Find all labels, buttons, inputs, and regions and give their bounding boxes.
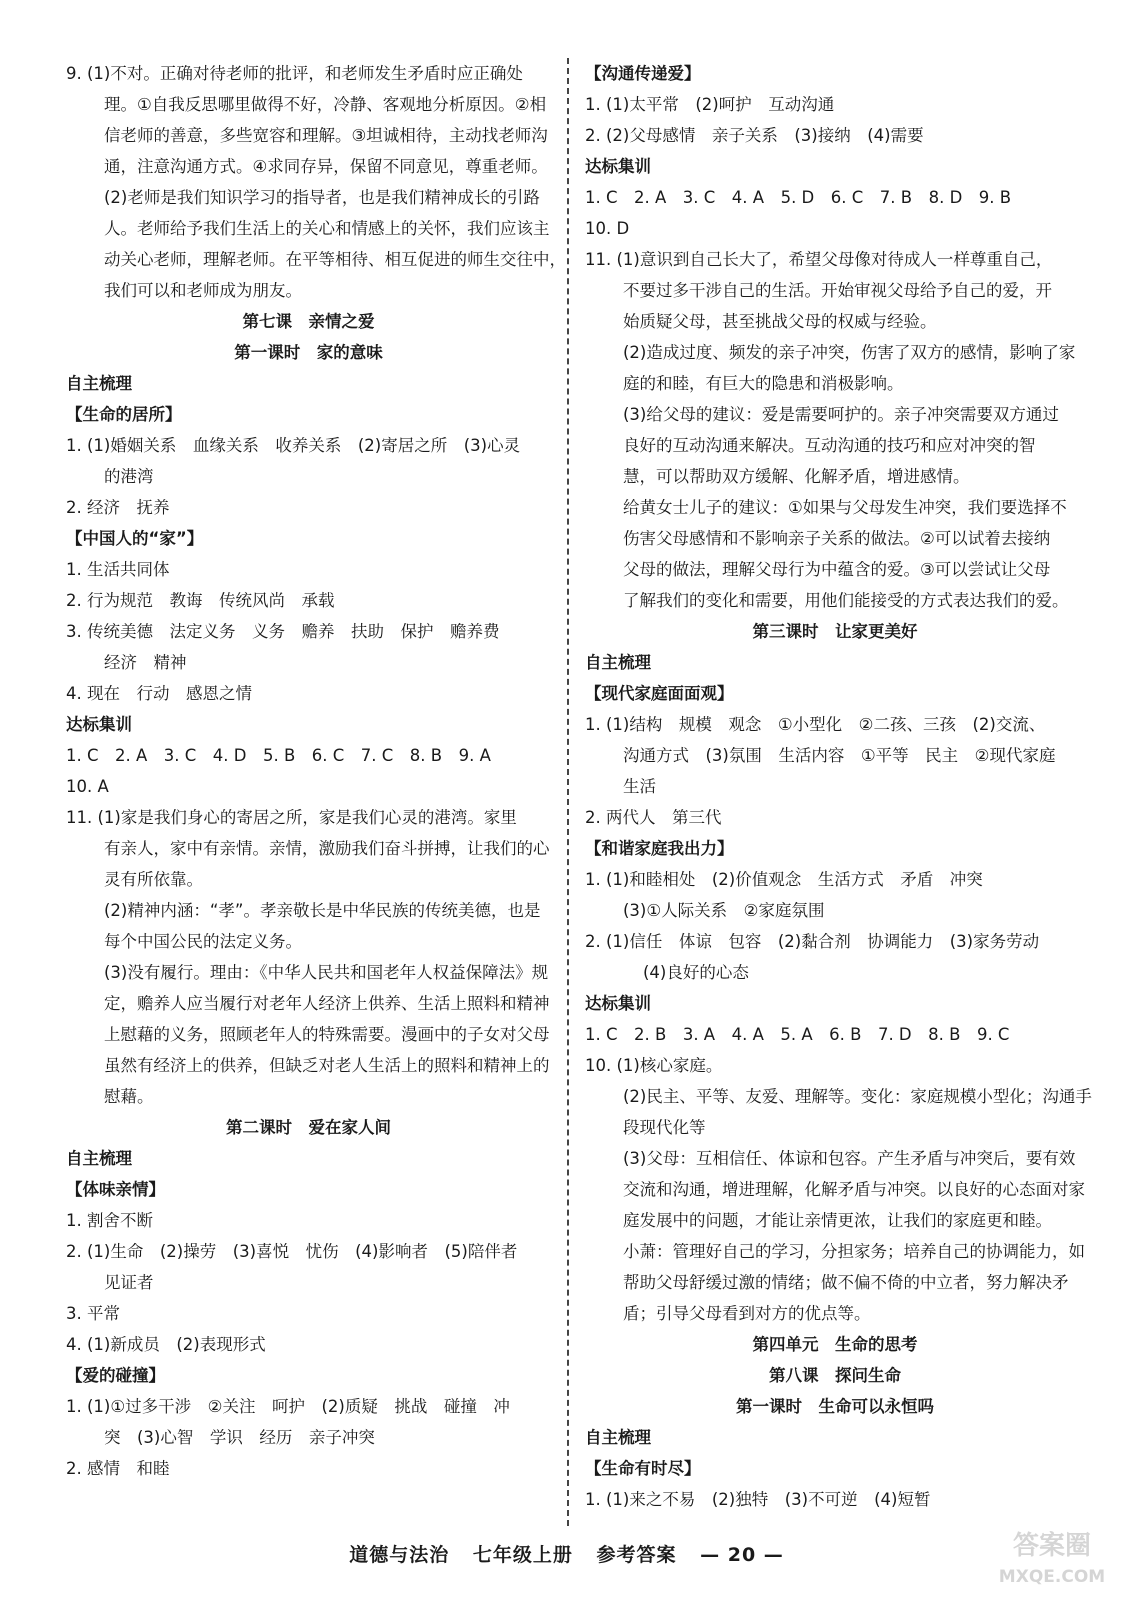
answer-line: 庭的和睦，有巨大的隐患和消极影响。	[623, 374, 904, 393]
section-heading: 自主梳理	[66, 374, 132, 393]
answer-line: 1. 生活共同体	[66, 560, 170, 579]
answer-line: 10. (1)核心家庭。	[585, 1056, 723, 1075]
footer-subject: 道德与法治	[349, 1544, 450, 1566]
answer-line: 9. (1)不对。正确对待老师的批评，和老师发生矛盾时应正确处	[66, 64, 523, 83]
section-heading: 【现代家庭面面观】	[585, 684, 734, 703]
answer-line: 人。老师给予我们生活上的关心和情感上的关怀，我们应该主	[104, 219, 550, 238]
answer-line: (2)造成过度、频发的亲子冲突，伤害了双方的感情，影响了家	[623, 343, 1076, 362]
answer-line: 2. (1)生命 (2)操劳 (3)喜悦 忧伤 (4)影响者 (5)陪伴者	[66, 1242, 518, 1261]
answer-line: 每个中国公民的法定义务。	[104, 932, 302, 951]
answer-line: 信老师的善意，多些宽容和理解。③坦诚相待，主动找老师沟	[104, 126, 548, 145]
answer-line: 父母的做法，理解父母行为中蕴含的爱。③可以尝试让父母	[623, 560, 1051, 579]
answer-line: 慧，可以帮助双方缓解、化解矛盾，增进感情。	[623, 467, 970, 486]
answer-line: 1. (1)婚姻关系 血缘关系 收养关系 (2)寄居之所 (3)心灵	[66, 436, 521, 455]
answer-line: 1. (1)①过多干涉 ②关注 呵护 (2)质疑 挑战 碰撞 冲	[66, 1397, 510, 1416]
answer-line: 3. 平常	[66, 1304, 120, 1323]
page-footer	[0, 1540, 1133, 1567]
answer-line: 10. A	[66, 777, 109, 796]
section-heading: 自主梳理	[585, 1428, 651, 1447]
section-title: 第一课时 家的意味	[234, 343, 383, 362]
answer-line: 1. (1)来之不易 (2)独特 (3)不可逆 (4)短暂	[585, 1490, 931, 1509]
section-heading: 【中国人的“家”】	[66, 529, 204, 548]
answer-line: 11. (1)家是我们身心的寄居之所，家是我们心灵的港湾。家里	[66, 808, 517, 827]
answer-line: 1. 割舍不断	[66, 1211, 153, 1230]
answer-line: 2. 经济 抚养	[66, 498, 170, 517]
footer-grade: 七年级上册	[472, 1544, 573, 1566]
answer-line: 帮助父母舒缓过激的情绪；做不偏不倚的中立者，努力解决矛	[623, 1273, 1069, 1292]
answer-line: 1. (1)和睦相处 (2)价值观念 生活方式 矛盾 冲突	[585, 870, 983, 889]
answer-line: 1. C 2. B 3. A 4. A 5. A 6. B 7. D 8. B 9. C	[585, 1025, 1010, 1044]
section-heading: 【沟通传递爱】	[585, 64, 701, 83]
answer-line: 2. (2)父母感情 亲子关系 (3)接纳 (4)需要	[585, 126, 924, 145]
answer-line: (2)民主、平等、友爱、理解等。变化：家庭规模小型化；沟通手	[623, 1087, 1092, 1106]
answer-line: 1. (1)结构 规模 观念 ①小型化 ②二孩、三孩 (2)交流、	[585, 715, 1046, 734]
answer-line: 庭发展中的问题，才能让亲情更浓，让我们的家庭更和睦。	[623, 1211, 1052, 1230]
section-title: 第七课 亲情之爱	[242, 312, 375, 331]
answer-line: 良好的互动沟通来解决。互动沟通的技巧和应对冲突的智	[623, 436, 1036, 455]
footer-label: 参考答案	[596, 1544, 677, 1566]
answer-line: 虽然有经济上的供养，但缺乏对老人生活上的照料和精神上的	[104, 1056, 550, 1075]
section-heading: 【生命的居所】	[66, 405, 182, 424]
left-column	[66, 58, 566, 1484]
section-heading: 自主梳理	[66, 1149, 132, 1168]
section-heading: 达标集训	[585, 994, 651, 1013]
answer-line: (3)没有履行。理由：《中华人民共和国老年人权益保障法》规	[104, 963, 549, 982]
answer-line: 2. (1)信任 体谅 包容 (2)黏合剂 协调能力 (3)家务劳动	[585, 932, 1040, 951]
answer-line: 小萧：管理好自己的学习，分担家务；培养自己的协调能力，如	[623, 1242, 1085, 1261]
answer-line: 3. 传统美德 法定义务 义务 赡养 扶助 保护 赡养费	[66, 622, 500, 641]
section-title: 第三课时 让家更美好	[752, 622, 918, 641]
answer-line: 2. 行为规范 教诲 传统风尚 承载	[66, 591, 335, 610]
answer-line: 定，赡养人应当履行对老年人经济上供养、生活上照料和精神	[104, 994, 550, 1013]
section-title: 第四单元 生命的思考	[752, 1335, 918, 1354]
answer-line: (2)老师是我们知识学习的指导者，也是我们精神成长的引路	[104, 188, 540, 207]
answer-line: 1. (1)太平常 (2)呵护 互动沟通	[585, 95, 835, 114]
section-heading: 【爱的碰撞】	[66, 1366, 165, 1385]
watermark-logo	[993, 1522, 1111, 1590]
section-heading: 达标集训	[585, 157, 651, 176]
answer-line: 2. 感情 和睦	[66, 1459, 170, 1478]
section-heading: 【体味亲情】	[66, 1180, 165, 1199]
section-title: 第八课 探问生命	[769, 1366, 901, 1385]
answer-line: 沟通方式 (3)氛围 生活内容 ①平等 民主 ②现代家庭	[623, 746, 1056, 765]
answer-line: 1. C 2. A 3. C 4. D 5. B 6. C 7. C 8. B 9. A	[66, 746, 491, 765]
answer-line: 始质疑父母，甚至挑战父母的权威与经验。	[623, 312, 937, 331]
answer-line: 4. (1)新成员 (2)表现形式	[66, 1335, 266, 1354]
answer-line: 突 (3)心智 学识 经历 亲子冲突	[104, 1428, 375, 1447]
answer-line: 上慰藉的义务，照顾老年人的特殊需要。漫画中的子女对父母	[104, 1025, 550, 1044]
answer-line: 动关心老师，理解老师。在平等相待、相互促进的师生交往中，	[104, 250, 566, 269]
answer-line: 我们可以和老师成为朋友。	[104, 281, 302, 300]
answer-line: 有亲人，家中有亲情。亲情，激励我们奋斗拼搏，让我们的心	[104, 839, 550, 858]
answer-line: 生活	[623, 777, 656, 796]
answer-line: 盾；引导父母看到对方的优点等。	[623, 1304, 871, 1323]
section-title: 第二课时 爱在家人间	[226, 1118, 391, 1137]
answer-line: 10. D	[585, 219, 630, 238]
section-heading: 【生命有时尽】	[585, 1459, 701, 1478]
answer-line: 4. 现在 行动 感恩之情	[66, 684, 252, 703]
right-column	[585, 58, 1092, 1515]
answer-line: 11. (1)意识到自己长大了，希望父母像对待成人一样尊重自己，	[585, 250, 1053, 269]
answer-line: 慰藉。	[104, 1087, 154, 1106]
answer-line: (3)父母：互相信任、体谅和包容。产生矛盾与冲突后，要有效	[623, 1149, 1076, 1168]
answer-line: 交流和沟通，增进理解，化解矛盾与冲突。以良好的心态面对家	[623, 1180, 1085, 1199]
answer-line: (3)①人际关系 ②家庭氛围	[623, 901, 825, 920]
answer-line: 见证者	[104, 1273, 154, 1292]
column-divider	[567, 58, 569, 1526]
watermark-text-bottom: MXQE.COM	[998, 1567, 1106, 1587]
answer-line: (3)给父母的建议：爱是需要呵护的。亲子冲突需要双方通过	[623, 405, 1059, 424]
answer-line: 灵有所依靠。	[104, 870, 203, 889]
answer-line: 通，注意沟通方式。④求同存异，保留不同意见，尊重老师。	[104, 157, 548, 176]
answer-line: (2)精神内涵：“孝”。孝亲敬长是中华民族的传统美德，也是	[104, 901, 541, 920]
answer-line: 不要过多干涉自己的生活。开始审视父母给予自己的爱，开	[623, 281, 1052, 300]
answer-line: (4)良好的心态	[643, 963, 749, 982]
section-heading: 自主梳理	[585, 653, 651, 672]
section-heading: 【和谐家庭我出力】	[585, 839, 734, 858]
section-title: 第一课时 生命可以永恒吗	[736, 1397, 934, 1416]
answer-line: 段现代化等	[623, 1118, 706, 1137]
answer-line: 的港湾	[104, 467, 154, 486]
watermark-text-top: 答案圈	[1012, 1531, 1092, 1561]
answer-line: 理。①自我反思哪里做得不好，冷静、客观地分析原因。②相	[104, 95, 547, 114]
watermark-graphic	[993, 1522, 1111, 1590]
answer-line: 2. 两代人 第三代	[585, 808, 722, 827]
answer-line: 了解我们的变化和需要，用他们能接受的方式表达我们的爱。	[623, 591, 1069, 610]
answer-line: 给黄女士儿子的建议：①如果与父母发生冲突，我们要选择不	[623, 498, 1067, 517]
section-heading: 达标集训	[66, 715, 132, 734]
answer-line: 1. C 2. A 3. C 4. A 5. D 6. C 7. B 8. D 9. B	[585, 188, 1012, 207]
answer-line: 经济 精神	[104, 653, 187, 672]
answer-line: 伤害父母感情和不影响亲子关系的做法。②可以试着去接纳	[623, 529, 1051, 548]
footer-page-number: — 20 —	[700, 1544, 784, 1566]
